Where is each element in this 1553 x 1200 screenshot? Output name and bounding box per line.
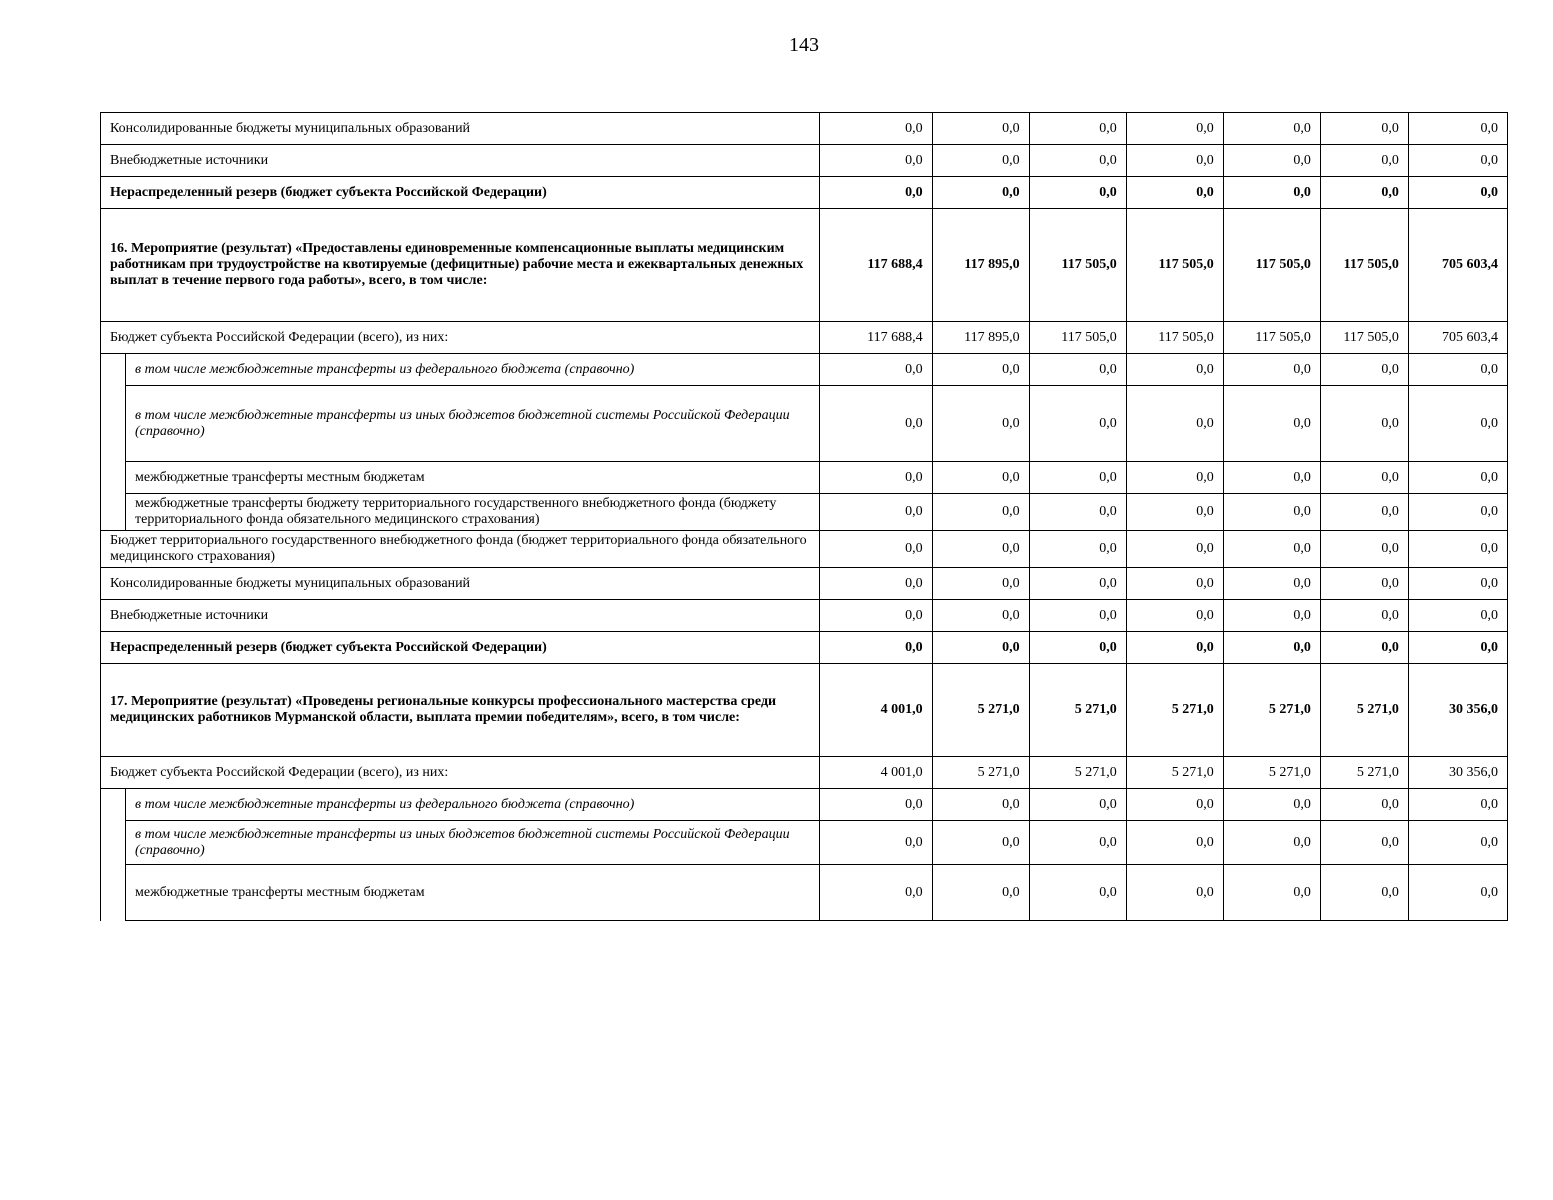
row-label: 17. Мероприятие (результат) «Проведены региональные конкурсы профессионального мастерства среди медицинских работников Мурманской области, выплата премии победителям», всего, в том числе: [101,664,820,757]
value-cell: 0,0 [1320,145,1408,177]
value-cell: 0,0 [1126,821,1223,865]
value-cell: 0,0 [1223,632,1320,664]
value-cell: 0,0 [819,531,932,568]
row-label: Консолидированные бюджеты муниципальных образований [101,568,820,600]
row-label: Бюджет территориального государственного внебюджетного фонда (бюджет территориального фонда обязательного медицинского страхования) [101,531,820,568]
value-cell: 0,0 [1408,632,1507,664]
value-cell: 0,0 [1408,821,1507,865]
value-cell: 0,0 [1408,789,1507,821]
budget-table [100,112,1508,921]
value-cell: 5 271,0 [1029,664,1126,757]
table-row [101,462,1508,494]
value-cell: 0,0 [1408,531,1507,568]
row-label: в том числе межбюджетные трансферты из федерального бюджета (справочно) [126,789,819,821]
indent-cell [101,462,126,494]
value-cell: 0,0 [819,354,932,386]
value-cell: 0,0 [1408,386,1507,462]
table-row [101,494,1508,531]
value-cell: 0,0 [1126,177,1223,209]
table-row [101,322,1508,354]
row-label: Бюджет субъекта Российской Федерации (всего), из них: [101,757,820,789]
value-cell: 0,0 [819,865,932,921]
value-cell: 0,0 [932,821,1029,865]
row-label: в том числе межбюджетные трансферты из федерального бюджета (справочно) [126,354,819,386]
value-cell: 0,0 [1029,600,1126,632]
value-cell: 0,0 [1126,865,1223,921]
value-cell: 705 603,4 [1408,209,1507,322]
value-cell: 0,0 [1320,177,1408,209]
value-cell: 30 356,0 [1408,757,1507,789]
value-cell: 0,0 [1029,865,1126,921]
value-cell: 0,0 [1223,789,1320,821]
value-cell: 0,0 [1126,462,1223,494]
value-cell: 0,0 [1408,462,1507,494]
table-row [101,632,1508,664]
table-row [101,386,1508,462]
value-cell: 0,0 [1029,177,1126,209]
value-cell: 0,0 [1223,354,1320,386]
value-cell: 0,0 [1223,386,1320,462]
value-cell: 0,0 [1408,113,1507,145]
value-cell: 117 895,0 [932,322,1029,354]
value-cell: 0,0 [932,145,1029,177]
value-cell: 0,0 [1223,865,1320,921]
indent-cell [101,821,126,865]
value-cell: 0,0 [819,600,932,632]
value-cell: 0,0 [932,865,1029,921]
value-cell: 0,0 [932,789,1029,821]
table-row [101,113,1508,145]
value-cell: 0,0 [819,821,932,865]
value-cell: 0,0 [1126,145,1223,177]
value-cell: 0,0 [932,494,1029,531]
value-cell: 117 505,0 [1320,322,1408,354]
value-cell: 117 688,4 [819,322,932,354]
table-row [101,531,1508,568]
value-cell: 5 271,0 [932,664,1029,757]
indent-cell [101,386,126,462]
value-cell: 0,0 [1029,821,1126,865]
value-cell: 705 603,4 [1408,322,1507,354]
value-cell: 5 271,0 [1126,664,1223,757]
value-cell: 0,0 [819,568,932,600]
page-number: 143 [789,34,819,56]
indent-cell [101,494,126,531]
row-label: Консолидированные бюджеты муниципальных образований [101,113,820,145]
value-cell: 0,0 [1223,145,1320,177]
value-cell: 5 271,0 [932,757,1029,789]
value-cell: 0,0 [1320,462,1408,494]
value-cell: 4 001,0 [819,757,932,789]
indent-cell [101,354,126,386]
table-row [101,821,1508,865]
value-cell: 0,0 [1320,568,1408,600]
indent-cell [101,865,126,921]
value-cell: 0,0 [1126,600,1223,632]
value-cell: 117 505,0 [1223,322,1320,354]
value-cell: 0,0 [932,531,1029,568]
value-cell: 117 505,0 [1126,209,1223,322]
row-label: Нераспределенный резерв (бюджет субъекта Российской Федерации) [101,632,820,664]
value-cell: 0,0 [1320,494,1408,531]
value-cell: 0,0 [932,354,1029,386]
value-cell: 0,0 [819,462,932,494]
value-cell: 0,0 [1029,789,1126,821]
value-cell: 0,0 [1223,113,1320,145]
value-cell: 0,0 [1126,113,1223,145]
value-cell: 0,0 [1029,632,1126,664]
value-cell: 0,0 [1408,354,1507,386]
value-cell: 0,0 [1320,354,1408,386]
table-row [101,757,1508,789]
value-cell: 0,0 [819,632,932,664]
value-cell: 0,0 [1029,354,1126,386]
value-cell: 0,0 [1408,145,1507,177]
table-row [101,664,1508,757]
indent-cell [101,789,126,821]
value-cell: 117 505,0 [1029,322,1126,354]
value-cell: 5 271,0 [1320,757,1408,789]
value-cell: 5 271,0 [1029,757,1126,789]
value-cell: 0,0 [1223,462,1320,494]
value-cell: 0,0 [1320,386,1408,462]
value-cell: 0,0 [1126,568,1223,600]
value-cell: 0,0 [932,632,1029,664]
value-cell: 0,0 [1223,494,1320,531]
value-cell: 30 356,0 [1408,664,1507,757]
value-cell: 0,0 [932,568,1029,600]
value-cell: 0,0 [1029,568,1126,600]
value-cell: 0,0 [1320,865,1408,921]
row-label: в том числе межбюджетные трансферты из иных бюджетов бюджетной системы Российской Федерации (справочно) [126,821,819,865]
table-row [101,789,1508,821]
value-cell: 117 505,0 [1223,209,1320,322]
value-cell: 0,0 [1223,531,1320,568]
value-cell: 117 688,4 [819,209,932,322]
value-cell: 0,0 [1223,600,1320,632]
value-cell: 0,0 [819,386,932,462]
value-cell: 0,0 [1126,531,1223,568]
row-label: межбюджетные трансферты местным бюджетам [126,865,819,921]
table-row [101,600,1508,632]
value-cell: 0,0 [1408,494,1507,531]
value-cell: 0,0 [932,113,1029,145]
value-cell: 0,0 [819,494,932,531]
value-cell: 117 505,0 [1126,322,1223,354]
value-cell: 0,0 [1029,386,1126,462]
value-cell: 0,0 [1408,600,1507,632]
value-cell: 5 271,0 [1223,757,1320,789]
value-cell: 0,0 [1029,531,1126,568]
value-cell: 0,0 [932,600,1029,632]
row-label: Внебюджетные источники [101,145,820,177]
value-cell: 0,0 [1029,462,1126,494]
value-cell: 0,0 [1408,177,1507,209]
value-cell: 0,0 [1029,494,1126,531]
value-cell: 0,0 [1320,789,1408,821]
value-cell: 0,0 [1223,821,1320,865]
value-cell: 5 271,0 [1126,757,1223,789]
value-cell: 0,0 [932,386,1029,462]
table-row [101,354,1508,386]
value-cell: 117 505,0 [1320,209,1408,322]
value-cell: 0,0 [1126,354,1223,386]
value-cell: 0,0 [1320,113,1408,145]
value-cell: 0,0 [1126,386,1223,462]
value-cell: 4 001,0 [819,664,932,757]
row-label: межбюджетные трансферты местным бюджетам [126,462,819,494]
value-cell: 0,0 [1029,113,1126,145]
value-cell: 0,0 [932,462,1029,494]
value-cell: 0,0 [932,177,1029,209]
table-row [101,145,1508,177]
value-cell: 0,0 [1408,568,1507,600]
value-cell: 5 271,0 [1320,664,1408,757]
value-cell: 0,0 [819,113,932,145]
row-label: 16. Мероприятие (результат) «Предоставлены единовременные компенсационные выплаты медицинским работникам при трудоустройстве на квотируемые (дефицитные) рабочие места и ежеквартальных денежных выплат в течение первого года работы», всего, в том числе: [101,209,820,322]
row-label: в том числе межбюджетные трансферты из иных бюджетов бюджетной системы Российской Федерации (справочно) [126,386,819,462]
table-row [101,209,1508,322]
value-cell: 0,0 [1320,632,1408,664]
value-cell: 117 505,0 [1029,209,1126,322]
row-label: Нераспределенный резерв (бюджет субъекта Российской Федерации) [101,177,820,209]
value-cell: 0,0 [819,145,932,177]
row-label: Внебюджетные источники [101,600,820,632]
value-cell: 0,0 [819,789,932,821]
value-cell: 5 271,0 [1223,664,1320,757]
value-cell: 0,0 [1126,494,1223,531]
value-cell: 0,0 [1126,789,1223,821]
value-cell: 117 895,0 [932,209,1029,322]
table-row [101,568,1508,600]
value-cell: 0,0 [1320,600,1408,632]
row-label: Бюджет субъекта Российской Федерации (всего), из них: [101,322,820,354]
value-cell: 0,0 [1223,568,1320,600]
table-row [101,177,1508,209]
value-cell: 0,0 [1320,821,1408,865]
value-cell: 0,0 [1408,865,1507,921]
value-cell: 0,0 [1029,145,1126,177]
row-label: межбюджетные трансферты бюджету территориального государственного внебюджетного фонда (бюджету территориального фонда обязательного медицинского страхования) [126,494,819,531]
value-cell: 0,0 [1320,531,1408,568]
value-cell: 0,0 [1126,632,1223,664]
value-cell: 0,0 [819,177,932,209]
value-cell: 0,0 [1223,177,1320,209]
table-row [101,865,1508,921]
